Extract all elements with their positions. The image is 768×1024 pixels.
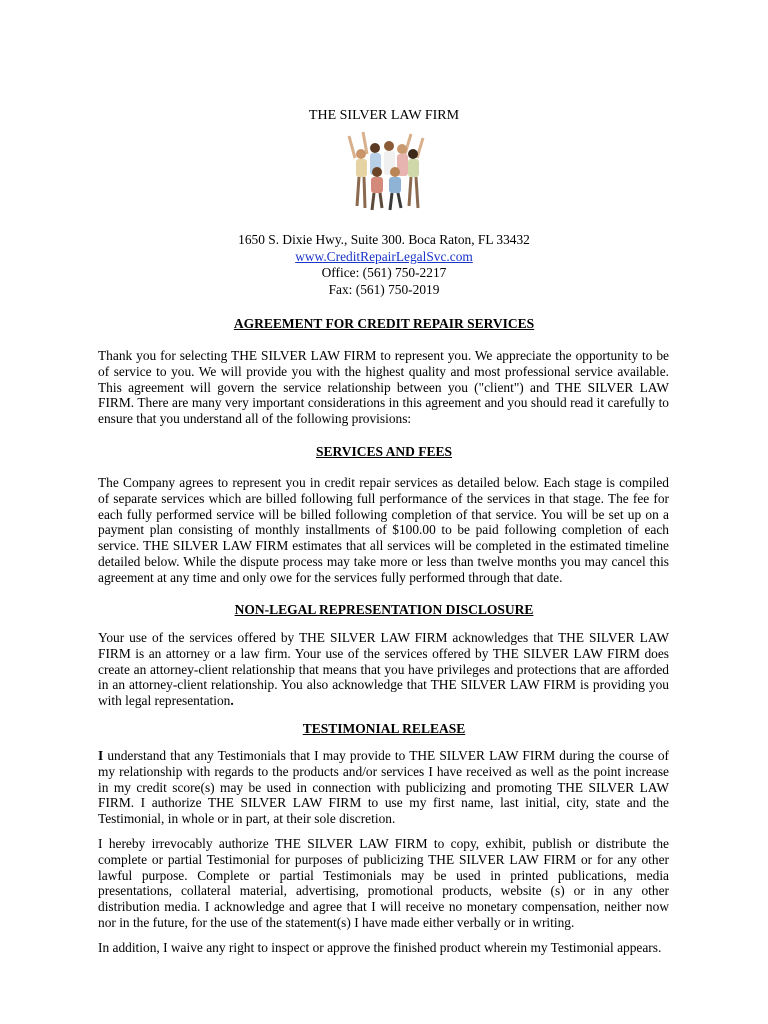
agreement-heading: AGREEMENT FOR CREDIT REPAIR SERVICES — [233, 316, 535, 331]
contact-block — [0, 232, 768, 298]
disclosure-text: Your use of the services offered by THE SILVER LAW FIRM acknowledges that THE SILVER LAW FIRM is an attorney or a law firm. Your use of the services offered by THE SILVER LAW FIRM does create an attorney-client relationship that means that you have privileges and protections that are afforded in an attorney-client relationship. You also acknowledge that THE SILVER LAW FIRM is providing you with legal representation — [98, 630, 669, 709]
testimonial-paragraph-2: I hereby irrevocably authorize THE SILVER LAW FIRM to copy, exhibit, publish or distribute the complete or partial Testimonial for purposes of publicizing THE SILVER LAW FIRM or for any other lawful purpose. Complete or partial Testimonials may be used in printed publications, media presentations, collateral material, advertising, promotional products, website (s) or in any other distribution media. I acknowledge and agree that I will receive no monetary compensation, neither now nor in the future, for the use of the statement(s) I have made either verbally or in writing. — [98, 836, 669, 930]
disclosure-heading: NON-LEGAL REPRESENTATION DISCLOSURE — [234, 602, 534, 617]
celebrating-people-image — [345, 128, 427, 212]
testimonial-p1-text: understand that any Testimonials that I may provide to THE SILVER LAW FIRM during the course of my relationship with regards to the products and/or services I have received as well as the point increase in my credit score(s) may be used in connection with publicizing and promoting THE SILVER LAW FIRM. I authorize THE SILVER LAW FIRM to use my first name, last initial, city, state and the Testimonial, in whole or in part, at their sole discretion. — [98, 748, 669, 827]
office-phone: Office: (561) 750-2217 — [321, 265, 447, 280]
disclosure-paragraph — [98, 630, 669, 709]
agreement-paragraph: Thank you for selecting THE SILVER LAW FIRM to represent you. We appreciate the opportunity to be of service to you. We will provide you with the highest quality and most professional service available. This agreement will govern the service relationship between you ("client") and THE SILVER LAW FIRM. There are many very important considerations in this agreement and you should read it carefully to ensure that you understand all of the following provisions: — [98, 348, 669, 427]
firm-name-title: THE SILVER LAW FIRM — [308, 108, 460, 123]
website-link[interactable]: www.CreditRepairLegalSvc.com — [295, 248, 473, 264]
disclosure-period: . — [230, 693, 234, 709]
services-paragraph: The Company agrees to represent you in credit repair services as detailed below. Each stage is compiled of separate services which are billed following full performance of the services in that stage. The fee for each fully performed service will be billed following completion of that service. You will be set up on a payment plan consisting of monthly installments of $100.00 to be paid following completion of each service. THE SILVER LAW FIRM estimates that all services will be completed in the estimated timeline detailed below. While the dispute process may take more or less than twelve months you may cancel this agreement at any time and only owe for the services fully performed through that date. — [98, 475, 669, 585]
testimonial-lead: I — [98, 748, 104, 763]
fax-number: Fax: (561) 750-2019 — [328, 281, 440, 297]
testimonial-paragraph-3: In addition, I waive any right to inspect or approve the finished product wherein my Testimonial appears. — [98, 940, 662, 955]
services-heading: SERVICES AND FEES — [315, 444, 453, 459]
firm-address: 1650 S. Dixie Hwy., Suite 300. Boca Raton, FL 33432 — [238, 232, 530, 247]
testimonial-paragraph-1 — [98, 748, 669, 827]
testimonial-heading: TESTIMONIAL RELEASE — [302, 721, 466, 736]
group-photo-logo — [345, 128, 427, 212]
